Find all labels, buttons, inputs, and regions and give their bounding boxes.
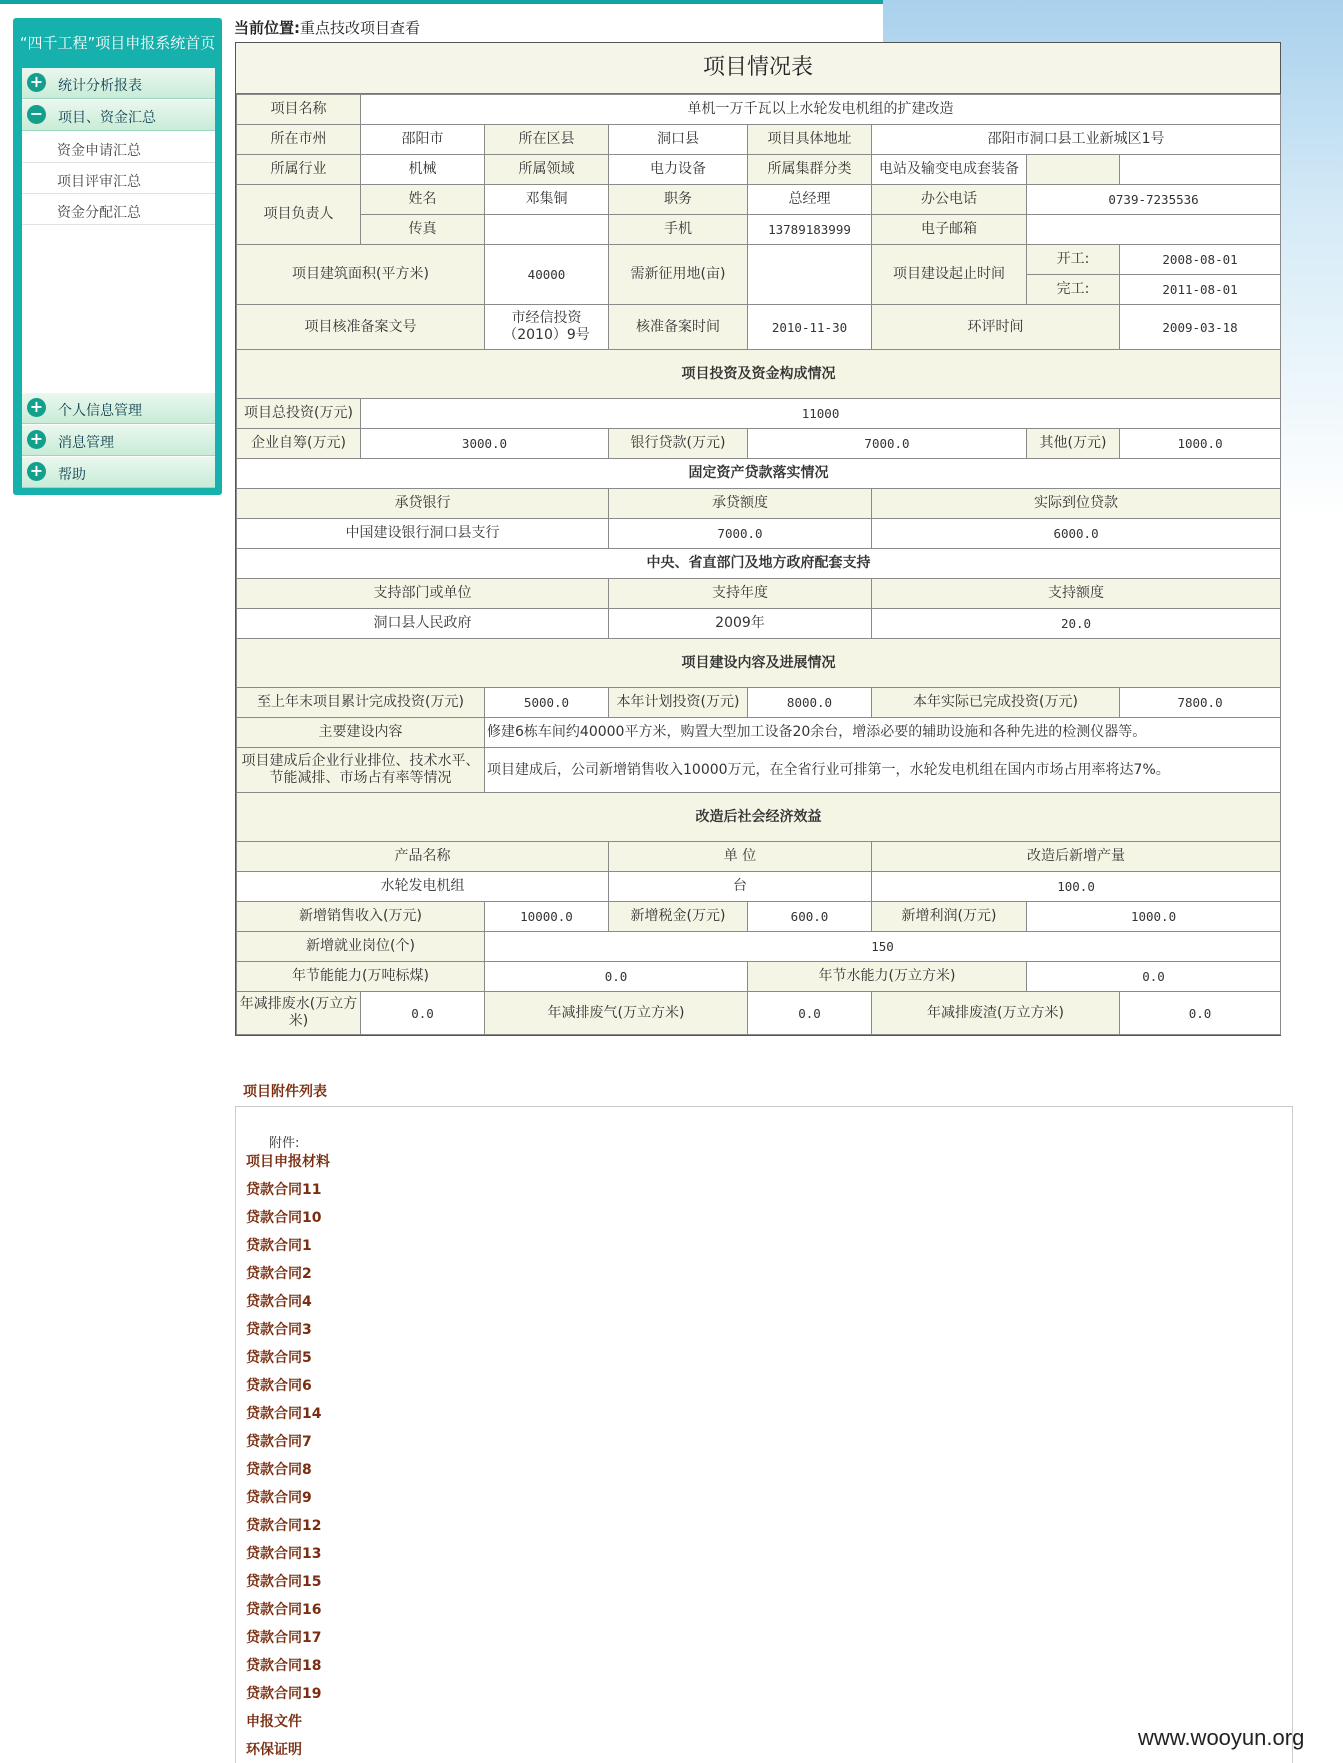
attachments-label: 附件: xyxy=(269,1136,300,1151)
menu-project-fund-summary[interactable]: − 项目、资金汇总 xyxy=(22,100,215,131)
table-title: 项目情况表 xyxy=(236,43,1280,94)
attachment-link[interactable]: 贷款合同10 xyxy=(246,1210,322,1226)
plus-icon: + xyxy=(27,462,46,481)
project-info-table xyxy=(235,42,1281,1036)
attachment-link[interactable]: 贷款合同9 xyxy=(246,1490,312,1506)
attachment-link[interactable]: 贷款合同11 xyxy=(246,1182,322,1198)
attachment-link[interactable]: 贷款合同4 xyxy=(246,1294,312,1310)
attachment-link[interactable]: 项目申报材料 xyxy=(246,1154,330,1170)
attachment-link[interactable]: 贷款合同14 xyxy=(246,1406,322,1422)
attachment-link[interactable]: 贷款合同17 xyxy=(246,1630,322,1646)
project-name: 单机一万千瓦以上水轮发电机组的扩建改造 xyxy=(361,95,1281,125)
attachment-link[interactable]: 贷款合同2 xyxy=(246,1266,312,1282)
attachment-link[interactable]: 贷款合同5 xyxy=(246,1350,312,1366)
attachment-link[interactable]: 贷款合同15 xyxy=(246,1574,322,1590)
section-benefit: 改造后社会经济效益 xyxy=(237,793,1281,842)
menu-personal-info[interactable]: + 个人信息管理 xyxy=(22,393,215,424)
plus-icon: + xyxy=(27,73,46,92)
attachment-link[interactable]: 贷款合同3 xyxy=(246,1322,312,1338)
section-support: 中央、省直部门及地方政府配套支持 xyxy=(237,549,1281,579)
plus-icon: + xyxy=(27,430,46,449)
submenu-fund-allocation[interactable]: 资金分配汇总 xyxy=(22,194,215,225)
attachments-box xyxy=(235,1106,1293,1763)
breadcrumb: 当前位置:重点技改项目查看 xyxy=(234,19,421,37)
menu-stats-reports[interactable]: + 统计分析报表 xyxy=(22,68,215,99)
attachment-link[interactable]: 贷款合同13 xyxy=(246,1546,322,1562)
attachment-link[interactable]: 贷款合同6 xyxy=(246,1378,312,1394)
attachment-link[interactable]: 贷款合同7 xyxy=(246,1434,312,1450)
attachment-link[interactable]: 贷款合同12 xyxy=(246,1518,322,1534)
attachments-title: 项目附件列表 xyxy=(243,1084,327,1100)
attachment-link[interactable]: 贷款合同18 xyxy=(246,1658,322,1674)
attachment-link[interactable]: 贷款合同19 xyxy=(246,1686,322,1702)
sidebar-home-link[interactable]: “四千工程”项目申报系统首页 xyxy=(19,34,216,52)
menu-help[interactable]: + 帮助 xyxy=(22,457,215,488)
section-loan: 固定资产贷款落实情况 xyxy=(237,459,1281,489)
attachment-link[interactable]: 申报文件 xyxy=(246,1714,302,1730)
watermark: www.wooyun.org xyxy=(1138,1725,1305,1750)
sidebar-menu xyxy=(22,68,215,487)
menu-messages[interactable]: + 消息管理 xyxy=(22,425,215,456)
submenu-project-review[interactable]: 项目评审汇总 xyxy=(22,163,215,194)
section-investment: 项目投资及资金构成情况 xyxy=(237,350,1281,399)
section-progress: 项目建设内容及进展情况 xyxy=(237,639,1281,688)
attachment-link[interactable]: 贷款合同16 xyxy=(246,1602,322,1618)
attachment-link[interactable]: 贷款合同1 xyxy=(246,1238,312,1254)
minus-icon: − xyxy=(27,105,46,124)
project-detail-grid: 项目名称 单机一万千瓦以上水轮发电机组的扩建改造 所在市州 邵阳市 所在区县 洞口县 项目具体地址 邵阳市洞口县工业新城区1号 所属行业 机械 所属领域 电力设备 所属集群分类 电站及输变电成套装备 项目负责人 姓名 邓集铜 职务 总经理 办公电话 0739-7235536 传真 手机 13789183999 电子邮箱 项目建筑面积(平方米) 40000 需新征用地(亩) 项目建设起止时间 开工: 2008-08-01 完工: 2011-08-01 项目核准备案文号 市经信投资（2010）9号 核准备案时间 2010-11-30 环评时间 2009-03-18 项目投资及资金构成情况 项目总投资(万元) 11000 企业自筹(万元) 3000.0 银行贷款(万元) 7000.0 其他(万元) 1000.0 固定资产贷款落实情况 承贷银行 承贷额度 实际到位贷款 中国建设银行洞口县支行 7000.0 6000.0 中央、省直部门及地方政府配套支持 支持部门或单位 支持年度 支持额度 洞口县人民政府 2009年 20.0 项目建设内容及进展情况 至上年末项目累计完成投资(万元) 5000.0 本年计划投资(万元) 8000.0 本年实际已完成投资(万元) 7800.0 主要建设内容 修建6栋车间约40000平方米，购置大型加工设备20余台，增添必要的辅助设施和各种先进的检测仪器等。 项目建成后企业行业排位、技术水平、节能减排、市场占有率等情况 项目建成后，公司新增销售收入10000万元，在全省行业可排第一，水轮发电机组在国内市场占用率将达7%。 改造后社会经济效益 产品名称 单 位 改造后新增产量 水轮发电机组 台 100.0 新增销售收入(万元) 10000.0 新增税金(万元) 600.0 新增利润(万元) 1000.0 新增就业岗位(个) 150 年节能能力(万吨标煤) 0.0 年节水能力(万立方米) 0.0 年减排废水(万立方米) 0.0 年减排废气(万立方米) 0.0 年减排废渣(万立方米) 0.0 xyxy=(236,94,1281,1035)
attachment-link[interactable]: 环保证明 xyxy=(246,1742,302,1758)
submenu-fund-application[interactable]: 资金申请汇总 xyxy=(22,132,215,163)
attachment-link[interactable]: 贷款合同8 xyxy=(246,1462,312,1478)
sidebar xyxy=(13,18,222,495)
plus-icon: + xyxy=(27,398,46,417)
